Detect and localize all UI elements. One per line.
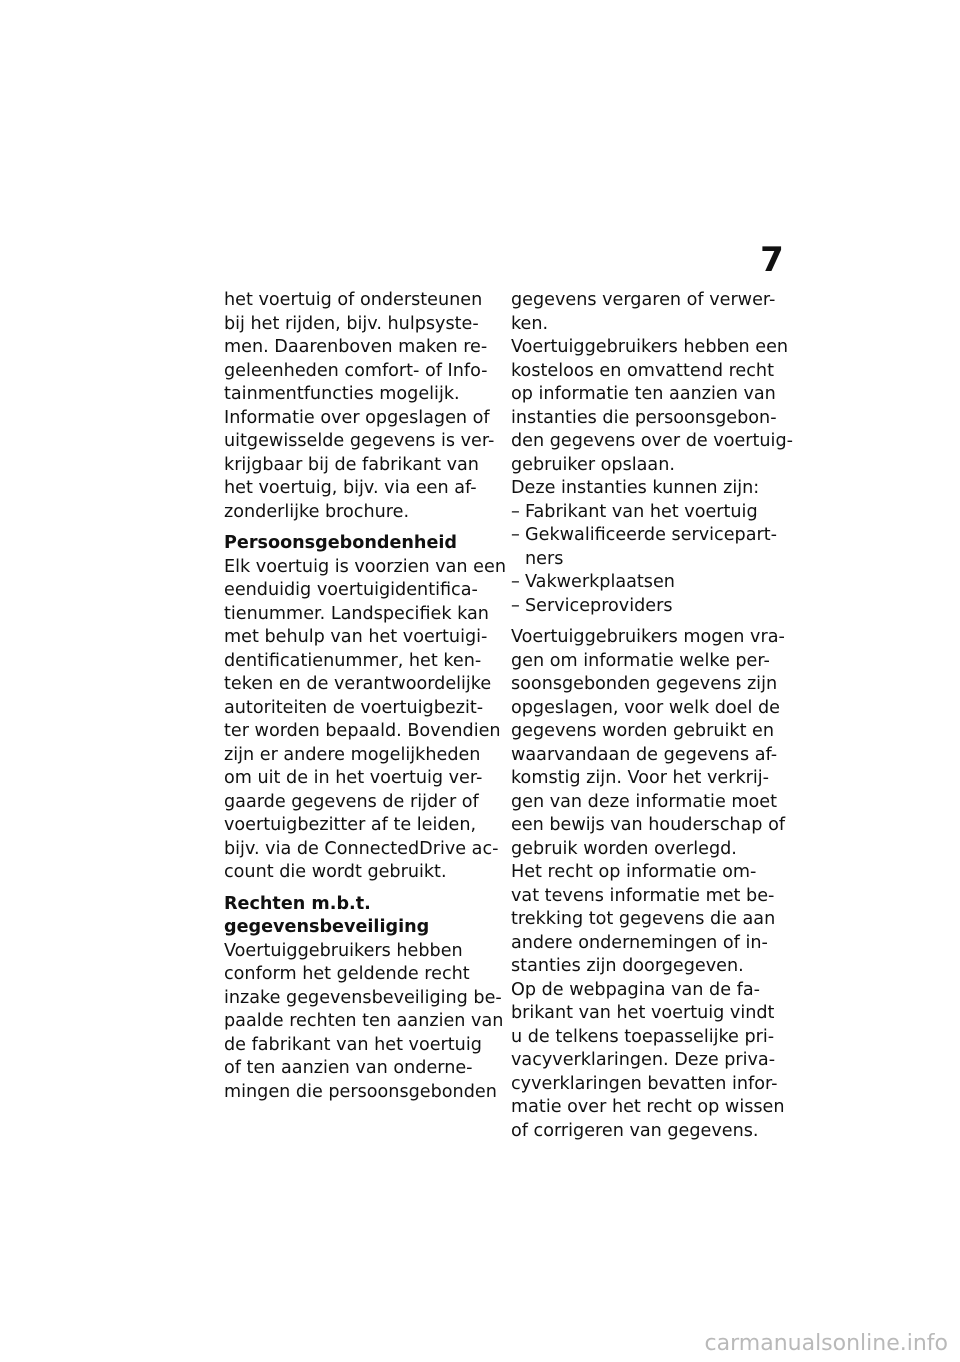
text-line: cyverklaringen bevatten infor-: [511, 1073, 778, 1094]
section-heading: gegevensbeveiliging: [224, 917, 430, 937]
text-line: zonderlijke brochure.: [224, 501, 410, 522]
dash-bullet: –: [511, 501, 520, 522]
text-line: instanties die persoonsgebon-: [511, 407, 777, 428]
list-item-text: Fabrikant van het voertuig: [525, 501, 758, 522]
text-line: trekking tot gegevens die aan: [511, 909, 776, 929]
text-line: vat tevens informatie met be-: [511, 885, 775, 906]
text-line: het voertuig, bijv. via een af-: [224, 478, 477, 498]
text-line: Deze instanties kunnen zijn:: [511, 478, 760, 498]
text-line: gaarde gegevens de rijder of: [224, 791, 479, 812]
list-item-text: Vakwerkplaatsen: [525, 572, 675, 592]
text-line: inzake gegevensbeveiliging be-: [224, 987, 502, 1008]
text-line: autoriteiten de voertuigbezit-: [224, 697, 484, 718]
text-line: gebruiker opslaan.: [511, 454, 675, 475]
text-line: geleenheden comfort- of Info-: [224, 360, 488, 381]
list-item-continuation: ners: [525, 548, 564, 569]
list-item: [511, 524, 783, 548]
text-line: gen om informatie welke per-: [511, 650, 770, 671]
text-line: Op de webpagina van de fa-: [511, 979, 760, 1000]
text-line: het voertuig of ondersteunen: [224, 290, 483, 310]
text-line: op informatie ten aanzien van: [511, 384, 776, 404]
text-line: zijn er andere mogelijkheden: [224, 744, 481, 765]
text-line: conform het geldende recht: [224, 964, 470, 984]
text-line: andere ondernemingen of in-: [511, 932, 768, 953]
text-line: Voertuiggebruikers hebben een: [511, 337, 789, 357]
text-line: men. Daarenboven maken re-: [224, 337, 488, 357]
text-line: met behulp van het voertuigi-: [224, 627, 488, 647]
section-heading: Persoonsgebondenheid: [224, 533, 458, 553]
paragraph-rechten-informatie: [511, 626, 786, 1143]
text-line: ken.: [511, 313, 549, 334]
text-line: waarvandaan de gegevens af-: [511, 744, 778, 765]
dash-bullet: –: [511, 572, 520, 592]
text-line: ter worden bepaald. Bovendien: [224, 721, 501, 741]
text-line: paalde rechten ten aanzien van: [224, 1011, 504, 1031]
text-line: Elk voertuig is voorzien van een: [224, 556, 506, 577]
text-line: gen van deze informatie moet: [511, 791, 777, 812]
right-column: [511, 289, 793, 1143]
text-line: een bewijs van houderschap of: [511, 815, 786, 835]
list-item-text: Serviceproviders: [525, 595, 673, 616]
section-heading: Rechten m.b.t.: [224, 893, 371, 914]
text-line: om uit de in het voertuig ver-: [224, 768, 483, 788]
text-line: brikant van het voertuig vindt: [511, 1003, 775, 1023]
text-line: count die wordt gebruikt.: [224, 862, 447, 882]
list-item: [511, 595, 783, 619]
text-line: teken en de verantwoordelijke: [224, 674, 492, 694]
text-line: komstig zijn. Voor het verkrij-: [511, 768, 770, 788]
text-line: dentificatienummer, het ken-: [224, 650, 482, 671]
instanties-list: [511, 501, 783, 619]
text-line: kosteloos en omvattend recht: [511, 360, 774, 381]
section-rechten: [224, 893, 504, 1105]
list-item-text: Gekwalificeerde servicepart-: [525, 525, 777, 545]
text-line: stanties zijn doorgegeven.: [511, 956, 744, 976]
text-line: u de telkens toepasselijke pri-: [511, 1026, 775, 1047]
left-column: [224, 289, 506, 1112]
text-line: gegevens worden gebruikt en: [511, 721, 775, 741]
text-line: Voertuiggebruikers mogen vra-: [511, 627, 785, 647]
text-line: Het recht op informatie om-: [511, 862, 757, 882]
list-item: [511, 571, 783, 595]
dash-bullet: –: [511, 525, 520, 545]
text-line: opgeslagen, voor welk doel de: [511, 697, 780, 718]
text-line: gebruik worden overlegd.: [511, 838, 737, 859]
intro-paragraph: [224, 289, 495, 524]
text-line: of ten aanzien van onderne-: [224, 1058, 473, 1078]
text-line: uitgewisselde gegevens is ver-: [224, 431, 495, 451]
dash-bullet: –: [511, 595, 520, 616]
intro-paragraph: [511, 289, 793, 501]
text-line: Voertuiggebruikers hebben: [224, 940, 463, 961]
text-line: eenduidig voertuigidentifica-: [224, 580, 478, 600]
watermark-text: carmanualsonline.info: [704, 1331, 948, 1356]
text-line: den gegevens over de voertuig-: [511, 431, 793, 451]
text-line: soonsgebonden gegevens zijn: [511, 674, 778, 694]
text-line: bijv. via de ConnectedDrive ac-: [224, 838, 499, 859]
text-line: de fabrikant van het voertuig: [224, 1034, 482, 1055]
text-line: krijgbaar bij de fabrikant van: [224, 454, 479, 475]
text-line: of corrigeren van gegevens.: [511, 1120, 759, 1141]
text-line: Informatie over opgeslagen of: [224, 407, 490, 428]
text-line: bij het rijden, bijv. hulpsyste-: [224, 313, 479, 334]
text-line: voertuigbezitter af te leiden,: [224, 815, 477, 835]
section-persoonsgebondenheid: [224, 532, 506, 885]
page-number: 7: [760, 240, 784, 280]
text-line: tainmentfuncties mogelijk.: [224, 384, 460, 404]
text-line: gegevens vergaren of verwer-: [511, 290, 776, 310]
list-item: [511, 501, 783, 525]
text-line: vacyverklaringen. Deze priva-: [511, 1050, 776, 1070]
text-line: matie over het recht op wissen: [511, 1097, 785, 1117]
text-line: tienummer. Landspecifiek kan: [224, 603, 489, 624]
text-line: mingen die persoonsgebonden: [224, 1081, 497, 1102]
